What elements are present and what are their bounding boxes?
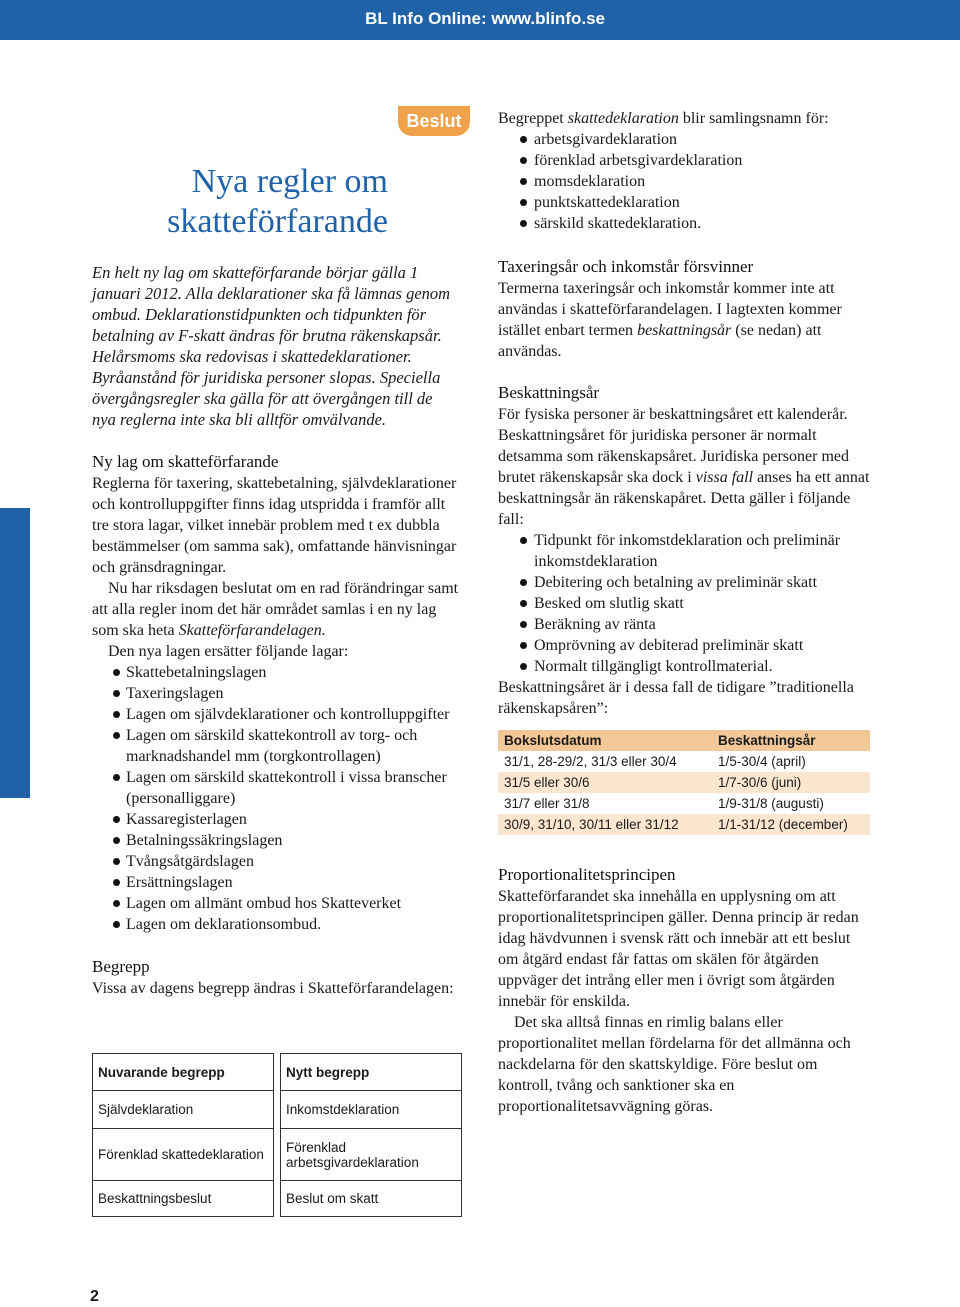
table-cell: Inkomstdeklaration: [281, 1091, 462, 1129]
besk-paragraph: [498, 404, 870, 530]
declaration-list: [498, 129, 870, 234]
besk-italic: vissa fall: [695, 469, 754, 486]
table-header-cell: Bokslutsdatum: [498, 730, 712, 751]
table-row: [498, 793, 870, 814]
table-cell: 31/1, 28-29/2, 31/3 eller 30/4: [498, 751, 712, 772]
prop-p2: Det ska alltså finnas en rimlig balans eller proportionalitet mellan fördelarna för det allmänna och nackdelarna för den skattskyldige. Före beslut om kontroll, tvång och sanktioner ska en proportionalitetsavvägning göras.: [498, 1014, 851, 1115]
table-cell: 1/5-30/4 (april): [712, 751, 870, 772]
table-cell: Självdeklaration: [93, 1091, 274, 1129]
right-column-bottom: [498, 864, 870, 1117]
tax-text-c: (se nedan) att användas.: [498, 322, 822, 360]
lead-paragraph: En helt ny lag om skatteförfarande börjar gälla 1 januari 2012. Alla deklarationer ska få lämnas genom ombud. Deklarationstidpunkten och tidpunkten för betalning av F-skatt ändras för brutna räkenskapsår. Helårsmoms ska redovisas i skattedeklarationer. Byråanstånd för juridiska personer slopas. Speciella övergångsregler ska gälla för att övergången till de nya reglerna inte ska bli alltför omvälvande.: [92, 263, 451, 429]
table-row: [498, 814, 870, 835]
list-item: Debitering och betalning av preliminär skatt: [498, 572, 870, 593]
tax-text-a: Termerna taxeringsår och inkomstår kommer inte att användas i skatteförfarandelagen. I lagtexten kommer istället enbart termen: [498, 280, 842, 339]
nylag-p2-text: Nu har riksdagen beslutat om en rad förändringar samt att alla regler inom det här området samlas i en ny lag som ska heta: [92, 580, 459, 639]
table-header-cell: Nuvarande begrepp: [93, 1054, 274, 1091]
list-item: Lagen om deklarationsombud.: [92, 914, 460, 935]
list-item: Lagen om allmänt ombud hos Skatteverket: [92, 893, 460, 914]
list-item: punktskattedeklaration: [498, 192, 870, 213]
heading-begrepp: Begrepp: [92, 957, 150, 976]
site-link[interactable]: BL Info Online: www.blinfo.se: [365, 9, 605, 28]
nylag-p3: Den nya lagen ersätter följande lagar:: [108, 643, 349, 660]
table-cell: Förenklad arbetsgivardeklaration: [281, 1129, 462, 1181]
laws-list: [92, 662, 460, 935]
table-cell: 1/9-31/8 (augusti): [712, 793, 870, 814]
list-item: Besked om slutlig skatt: [498, 593, 870, 614]
title-line-1: Nya regler om: [191, 163, 388, 200]
intro-text-c: blir samlingsnamn för:: [678, 110, 829, 127]
list-item: Tvångsåtgärdslagen: [92, 851, 460, 872]
side-tab: [0, 508, 30, 798]
beskattningsar-table: [498, 730, 870, 835]
nylag-p1: Reglerna för taxering, skattebetalning, självdeklarationer och kontrolluppgifter finns idag utspridda i framför allt tre stora lagar, vilket innebär problem med t ex dubbla bestämmelser (om samma sak), omfattande hänvisningar och gränsdragningar.: [92, 475, 457, 576]
heading-beskattningsar: Beskattningsår: [498, 383, 600, 402]
prop-p1: Skatteförfarandet ska innehålla en upplysning om att proportionalitetsprincipen gäller. Denna princip är redan idag hävdvunnen i svensk rätt och innebär att ett beslut om åtgärd endast får fattas om skälen för åtgärden uppväger det intrång eller men i övrigt som åtgärden innebär för enskilda.: [498, 888, 859, 1010]
table-cell: 31/7 eller 31/8: [498, 793, 712, 814]
table-row: [93, 1091, 462, 1129]
list-item: Beräkning av ränta: [498, 614, 870, 635]
table-header-cell: Nytt begrepp: [281, 1054, 462, 1091]
header-bar: [0, 0, 960, 40]
table-cell: Beskattningsbeslut: [93, 1181, 274, 1217]
list-item: förenklad arbetsgivardeklaration: [498, 150, 870, 171]
list-item: Tidpunkt för inkomstdeklaration och preliminär inkomstdeklaration: [498, 530, 870, 572]
list-item: Kassaregisterlagen: [92, 809, 460, 830]
tax-italic: beskattningsår: [637, 322, 732, 339]
table-cell: 1/7-30/6 (juni): [712, 772, 870, 793]
list-item: Ersättningslagen: [92, 872, 460, 893]
right-column-top: [498, 108, 870, 719]
heading-ny-lag: Ny lag om skatteförfarande: [92, 452, 279, 471]
table-row: [93, 1181, 462, 1217]
intro-text-a: Begreppet: [498, 110, 568, 127]
list-item: särskild skattedeklaration.: [498, 213, 870, 234]
begrepp-p1: Vissa av dagens begrepp ändras i Skatteförfarandelagen:: [92, 980, 454, 997]
besk-list: [498, 530, 870, 677]
beslut-tab: Beslut: [398, 106, 470, 136]
begrepp-table: [92, 1053, 462, 1217]
besk-text-c: anses ha ett annat beskattningsår än räkenskapåret. Detta gäller i följande fall:: [498, 469, 870, 528]
table-row: [498, 772, 870, 793]
table-header-row: [498, 730, 870, 751]
list-item: arbetsgivardeklaration: [498, 129, 870, 150]
heading-taxeringsar: Taxeringsår och inkomstår försvinner: [498, 257, 754, 276]
besk-text-a: För fysiska personer är beskattningsåret ett kalenderår. Beskattningsåret för juridiska personer är normalt detsamma som räkenskapsåret. Juridiska personer med brutet räkenskapsår ska dock i: [498, 406, 850, 486]
tax-paragraph: [498, 278, 870, 362]
list-item: Skattebetalningslagen: [92, 662, 460, 683]
table-header-row: [93, 1054, 462, 1091]
intro-italic: skattedeklaration: [567, 110, 679, 127]
left-column: [92, 262, 460, 999]
heading-proportionalitet: Proportionalitetsprincipen: [498, 865, 676, 884]
nylag-p2-italic: Skatteförfarandelagen.: [178, 622, 326, 639]
list-item: Omprövning av debiterad preliminär skatt: [498, 635, 870, 656]
besk-p2: Beskattningsåret är i dessa fall de tidigare ”traditionella räkenskapsåren”:: [498, 679, 854, 717]
table-cell: Beslut om skatt: [281, 1181, 462, 1217]
table-cell: 31/5 eller 30/6: [498, 772, 712, 793]
list-item: Normalt tillgängligt kontrollmaterial.: [498, 656, 870, 677]
list-item: Taxeringslagen: [92, 683, 460, 704]
table-cell: 1/1-31/12 (december): [712, 814, 870, 835]
table-row: [498, 751, 870, 772]
table-row: [93, 1129, 462, 1181]
intro-paragraph: [498, 108, 870, 129]
table-header-cell: Beskattningsår: [712, 730, 870, 751]
list-item: momsdeklaration: [498, 171, 870, 192]
list-item: Lagen om självdeklarationer och kontrolluppgifter: [92, 704, 460, 725]
title-line-2: skatteförfarande: [167, 203, 388, 240]
page-title: [90, 162, 388, 242]
list-item: Betalningssäkringslagen: [92, 830, 460, 851]
table-cell: 30/9, 31/10, 30/11 eller 31/12: [498, 814, 712, 835]
list-item: Lagen om särskild skattekontroll av torg- och marknadshandel mm (torgkontrollagen): [92, 725, 460, 767]
page-number: 2: [90, 1288, 99, 1305]
list-item: Lagen om särskild skattekontroll i vissa branscher (personalliggare): [92, 767, 460, 809]
table-cell: Förenklad skattedeklaration: [93, 1129, 274, 1181]
nylag-p2: [92, 578, 460, 641]
